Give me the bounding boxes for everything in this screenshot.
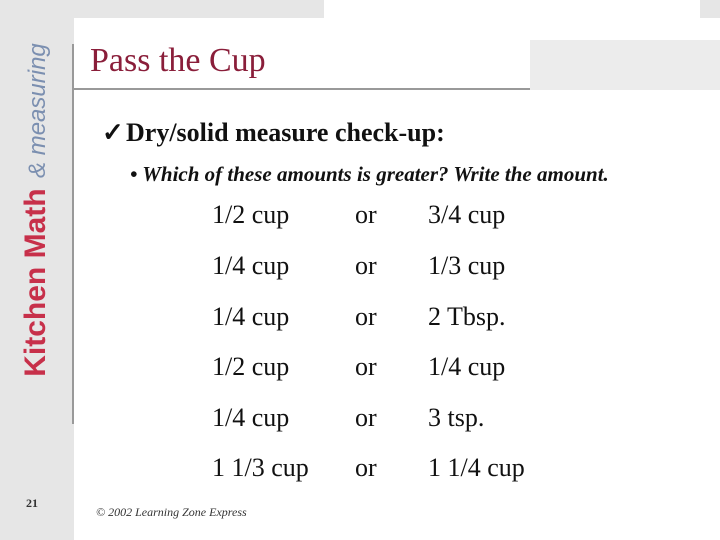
copyright-notice: © 2002 Learning Zone Express [96,505,247,519]
checkmark-icon: ✓ [102,118,124,147]
question-bullet [130,162,609,187]
logo-main-text: Kitchen Math [19,188,52,377]
top-decor-block [74,0,324,18]
question-text: Which of these amounts is greater? Write the amount. [142,162,609,186]
amount-b: 3 tsp. [428,403,485,432]
bullet-icon: • [130,162,138,186]
amount-a: 1/4 cup [212,251,290,280]
slide-title: Pass the Cup [90,42,266,79]
amount-a: 1 1/3 cup [212,453,309,482]
amount-b: 1/4 cup [428,352,506,381]
vertical-rule [72,44,74,424]
amount-a: 1/4 cup [212,302,290,331]
amount-b: 2 Tbsp. [428,302,506,331]
checkpoint-heading [102,118,445,148]
logo-sub-text: & measuring [24,43,51,178]
amount-b: 3/4 cup [428,200,506,229]
amount-b: 1/3 cup [428,251,506,280]
checkpoint-text: Dry/solid measure check-up: [126,118,445,147]
amount-a: 1/4 cup [212,403,290,432]
page-number: 21 [26,496,38,510]
amount-b: 1 1/4 cup [428,453,525,482]
or-label: or [355,200,377,229]
or-label: or [355,251,377,280]
or-label: or [355,352,377,381]
amount-a: 1/2 cup [212,352,290,381]
title-underline-rule [74,88,530,90]
amount-a: 1/2 cup [212,200,290,229]
kitchen-math-logo [19,43,53,377]
top-decor-block-right [700,0,720,18]
title-shading-band [530,40,720,90]
or-label: or [355,453,377,482]
or-label: or [355,403,377,432]
or-label: or [355,302,377,331]
